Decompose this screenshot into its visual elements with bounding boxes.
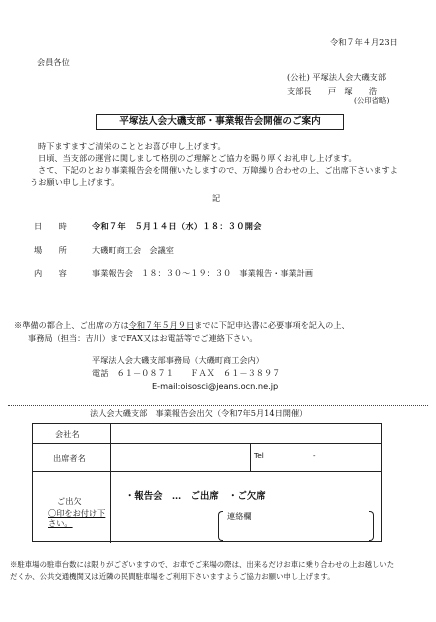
form-row-divider xyxy=(33,471,381,472)
detail-label-place: 場 所 xyxy=(34,245,67,255)
footer-note-line-1: ※駐車場の駐車台数には限りがございますので、お車でご来場の際は、出来るだけお車に乗り合わせの上お越しいた xyxy=(10,560,395,569)
company-label: 会社名 xyxy=(55,429,80,439)
attendance-choice[interactable]: ・報告会 … ご出席 ・ご欠席 xyxy=(125,491,266,502)
form-column-divider xyxy=(110,424,111,543)
attendance-form xyxy=(32,423,382,542)
seal-note: (公印省略) xyxy=(354,96,390,105)
form-column-divider xyxy=(250,443,251,471)
form-row-divider xyxy=(33,443,381,444)
note-deadline: 令和７年５月９日 xyxy=(128,320,195,330)
detail-value-datetime: 令和７年 ５月１４日（水）１８：３０開会 xyxy=(92,221,262,231)
ki-heading: 記 xyxy=(212,193,221,203)
sender-organization: (公社) 平塚法人会大磯支部 xyxy=(287,72,387,82)
company-field[interactable] xyxy=(112,425,380,442)
tel-field[interactable] xyxy=(266,445,380,470)
addressee: 会員各位 xyxy=(37,57,70,67)
attendance-label: ご出欠 xyxy=(57,496,82,506)
footer-note-line-2: だくか、公共交通機関又は近隣の民間駐車場をご利用下さいますようご協力お願い申し上げます。 xyxy=(10,572,335,581)
contact-bracket-right xyxy=(369,511,374,541)
tel-label: Tel xyxy=(254,451,264,460)
greeting-line-4: うお願い申し上げます。 xyxy=(30,177,120,187)
greeting-line-3: さて、下記のとおり事業報告会を開催いたしますので、万障繰り合わせの上、ご出席下さいますよ xyxy=(38,165,398,175)
attendee-label: 出席者名 xyxy=(53,453,86,463)
greeting-line-1: 時下ますますご清栄のこととお喜び申し上げます。 xyxy=(38,141,226,151)
greeting-line-2: 日頃、当支部の運営に関しまして格別のご理解とご協力を賜り厚くお礼申し上げます。 xyxy=(38,153,357,163)
contact-bracket-left xyxy=(218,511,223,541)
office-phone-fax: 電話 ６１－０８７１ ＦＡＸ ６１－３８９７ xyxy=(92,368,281,378)
office-email: E-mail:oisosci@jeans.ocn.ne.jp xyxy=(152,381,279,391)
contact-field[interactable] xyxy=(225,522,367,538)
page-title: 平塚法人会大磯支部・事業報告会開催のご案内 xyxy=(96,114,344,130)
detail-label-content: 内 容 xyxy=(34,268,67,278)
note-line-1 xyxy=(14,320,350,331)
form-heading: 法人会大磯支部 事業報告会出欠（令和7年5月14日開催） xyxy=(90,408,308,418)
form-row-divider xyxy=(33,423,381,424)
detail-label-datetime: 日 時 xyxy=(34,221,67,231)
detail-value-place: 大磯町商工会 会議室 xyxy=(92,245,174,255)
cut-line xyxy=(8,405,428,406)
sender-name: 支部長 戸 塚 浩 xyxy=(287,86,378,96)
note-suffix: までに下記申込書に必要事項を記入の上、 xyxy=(194,320,350,330)
detail-value-content: 事業報告会 １８：３０～１９：３０ 事業報告・事業計画 xyxy=(92,268,314,278)
attendee-field[interactable] xyxy=(112,445,248,470)
issue-date: 令和７年４月23日 xyxy=(330,37,398,47)
tel-dash: - xyxy=(313,451,316,460)
circle-instruction: 〇印をお付け下さい。 xyxy=(48,508,106,528)
contact-label: 連絡欄 xyxy=(227,511,252,521)
note-line-2: 事務局（担当：吉川）までFAX又はお電話等でご連絡下さい。 xyxy=(28,333,258,343)
note-prefix: ※準備の都合上、ご出席の方は xyxy=(14,320,129,330)
office-name: 平塚法人会大磯支部事務局（大磯町商工会内） xyxy=(92,355,264,365)
